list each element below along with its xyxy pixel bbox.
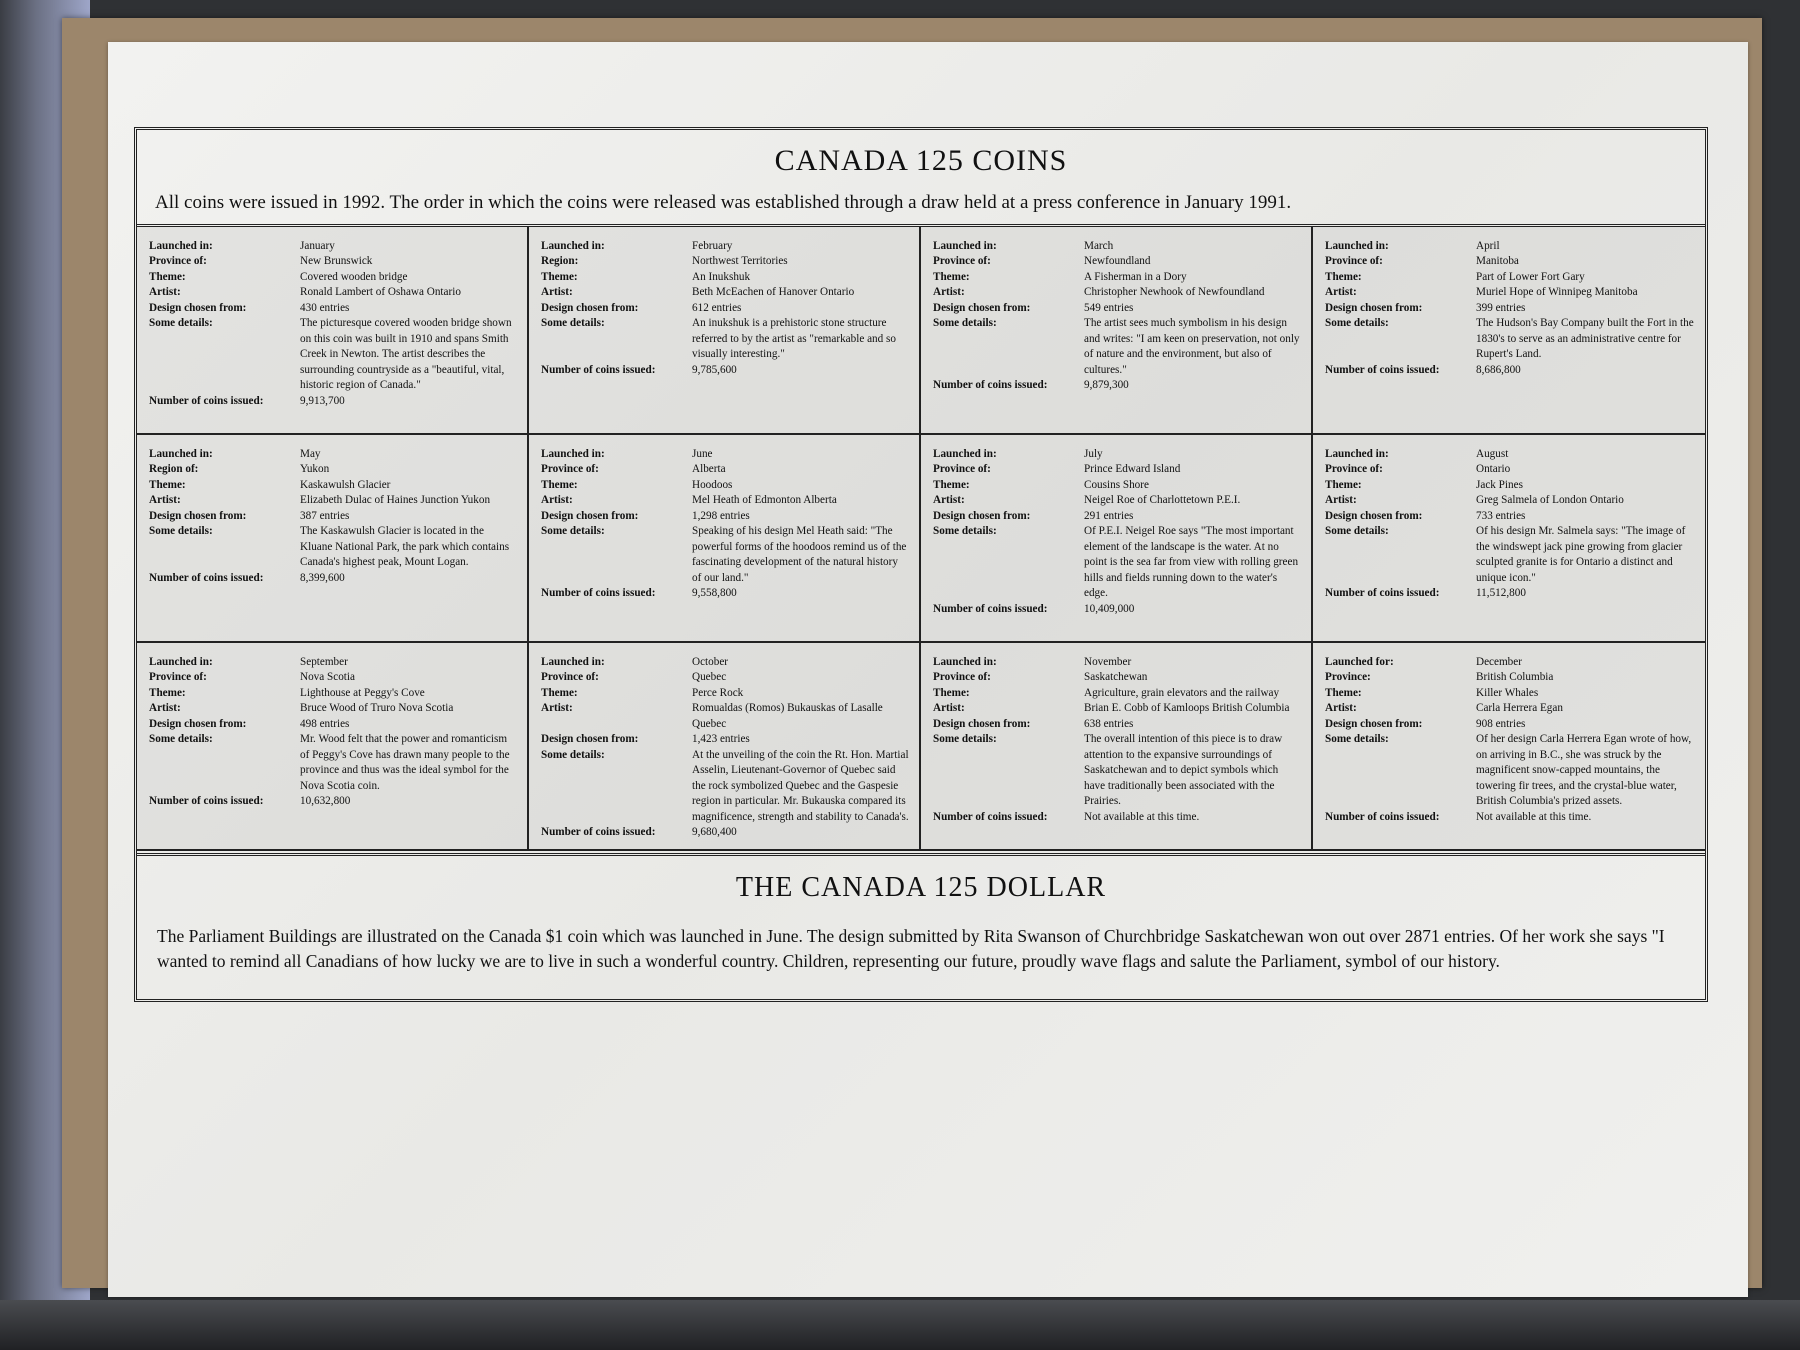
detail-label: Region: bbox=[541, 255, 579, 268]
detail-label: Design chosen from: bbox=[149, 509, 247, 522]
coin-detail-row bbox=[933, 686, 1301, 701]
coin-detail-row bbox=[1325, 285, 1695, 300]
coin-detail-row bbox=[541, 462, 909, 477]
coin-detail-row bbox=[1325, 301, 1695, 316]
coin-detail-row bbox=[149, 394, 517, 409]
dollar-section bbox=[137, 853, 1705, 999]
detail-value: Greg Salmela of London Ontario bbox=[1476, 494, 1624, 507]
detail-value: Hoodoos bbox=[692, 478, 733, 491]
coin-detail-row bbox=[541, 701, 909, 732]
coin-detail-row bbox=[149, 670, 517, 685]
coin-detail-row bbox=[541, 363, 909, 378]
coin-detail-row bbox=[149, 478, 517, 493]
detail-label: Launched in: bbox=[1325, 240, 1389, 252]
detail-value: The overall intention of this piece is to draw attention to the expansive surroundings of Saskatchewan and to depict symbols which have traditionally been associated with the Prairies. bbox=[1084, 733, 1283, 808]
detail-value: Perce Rock bbox=[692, 686, 744, 699]
detail-value: Nova Scotia bbox=[300, 671, 355, 684]
detail-label: Number of coins issued: bbox=[933, 602, 1048, 615]
detail-label: Province of: bbox=[149, 671, 207, 684]
detail-label: Number of coins issued: bbox=[149, 795, 264, 808]
coin-detail-row bbox=[933, 670, 1301, 685]
detail-value: 399 entries bbox=[1476, 301, 1526, 314]
detail-label: Province of: bbox=[1325, 463, 1383, 476]
detail-label: Launched for: bbox=[1325, 656, 1394, 668]
coin-detail-row bbox=[1325, 686, 1695, 701]
detail-value: Northwest Territories bbox=[692, 255, 788, 268]
coin-detail-row bbox=[1325, 732, 1695, 809]
coin-detail-row bbox=[933, 270, 1301, 285]
coin-detail-row bbox=[1325, 509, 1695, 524]
detail-value: Speaking of his design Mel Heath said: "The powerful forms of the hoodoos remind us of the fascinating development of the natural history of our land." bbox=[692, 525, 907, 584]
coin-cell bbox=[137, 227, 529, 435]
coin-detail-row bbox=[1325, 254, 1695, 269]
document-frame bbox=[134, 127, 1708, 1002]
coin-detail-row bbox=[933, 717, 1301, 732]
detail-label: Number of coins issued: bbox=[541, 363, 656, 376]
detail-label: Theme: bbox=[933, 686, 970, 699]
detail-label: Launched in: bbox=[933, 656, 997, 668]
detail-label: Launched in: bbox=[149, 448, 213, 460]
detail-value: Mel Heath of Edmonton Alberta bbox=[692, 494, 837, 507]
detail-label: Design chosen from: bbox=[149, 717, 247, 730]
detail-value: 549 entries bbox=[1084, 301, 1134, 314]
detail-label: Number of coins issued: bbox=[541, 825, 656, 838]
detail-label: Number of coins issued: bbox=[1325, 810, 1440, 823]
detail-label: Some details: bbox=[1325, 317, 1389, 330]
document-header bbox=[137, 130, 1705, 227]
coin-detail-row bbox=[933, 316, 1301, 378]
coin-detail-row bbox=[1325, 363, 1695, 378]
coin-detail-row bbox=[149, 462, 517, 477]
detail-label: Theme: bbox=[1325, 686, 1362, 699]
intro-text: All coins were issued in 1992. The order in which the coins were released was established through a draw held at a press conference in January 1991. bbox=[155, 192, 1292, 213]
detail-value: Romualdas (Romos) Bukauskas of Lasalle Quebec bbox=[692, 702, 883, 730]
coin-detail-row bbox=[933, 655, 1301, 670]
detail-label: Launched in: bbox=[541, 448, 605, 460]
coin-detail-row bbox=[1325, 462, 1695, 477]
detail-value: Lighthouse at Peggy's Cove bbox=[300, 686, 425, 699]
detail-label: Artist: bbox=[149, 494, 181, 507]
detail-label: Artist: bbox=[933, 702, 965, 715]
coin-detail-row bbox=[933, 378, 1301, 393]
coin-detail-row bbox=[541, 316, 909, 362]
coin-cell bbox=[921, 435, 1313, 643]
detail-value: January bbox=[300, 240, 335, 252]
detail-value: Not available at this time. bbox=[1476, 810, 1592, 823]
coin-detail-row bbox=[933, 239, 1301, 254]
detail-value: At the unveiling of the coin the Rt. Hon. Martial Asselin, Lieutenant-Governor of Quebec said the rock symbolized Quebec and the Gaspesie region in particular. Mr. Bukauska compared its magnificence, strength and stability to Canada's. bbox=[692, 748, 909, 823]
coin-detail-row bbox=[1325, 447, 1695, 462]
detail-label: Artist: bbox=[1325, 286, 1357, 299]
detail-value: Cousins Shore bbox=[1084, 478, 1149, 491]
detail-value: An Inukshuk bbox=[692, 270, 751, 283]
coin-cell bbox=[1313, 435, 1705, 643]
detail-value: 638 entries bbox=[1084, 717, 1134, 730]
coin-cell bbox=[1313, 643, 1705, 851]
coin-cell bbox=[921, 643, 1313, 851]
detail-label: Artist: bbox=[541, 494, 573, 507]
coin-detail-row bbox=[541, 748, 909, 825]
detail-value: 10,409,000 bbox=[1084, 602, 1135, 615]
detail-label: Some details: bbox=[149, 317, 213, 330]
detail-label: Design chosen from: bbox=[541, 301, 639, 314]
detail-value: Of her design Carla Herrera Egan wrote of how, on arriving in B.C., she was struck by the magnificent snow-capped mountains, the towering fir trees, and the crystal-blue water, British Columbia's prized assets. bbox=[1476, 733, 1692, 808]
detail-label: Some details: bbox=[541, 525, 605, 538]
detail-value: Ronald Lambert of Oshawa Ontario bbox=[300, 286, 461, 299]
detail-value: 9,879,300 bbox=[1084, 379, 1129, 392]
detail-value: September bbox=[300, 656, 348, 668]
detail-label: Some details: bbox=[933, 733, 997, 746]
coin-detail-row bbox=[149, 509, 517, 524]
detail-label: Theme: bbox=[933, 270, 970, 283]
coin-cell bbox=[137, 435, 529, 643]
detail-value: June bbox=[692, 448, 713, 460]
coin-detail-row bbox=[149, 239, 517, 254]
detail-value: The artist sees much symbolism in his design and writes: "I am keen on preservation, not only of nature and the environment, but also of cultures." bbox=[1084, 317, 1300, 376]
detail-label: Province of: bbox=[1325, 255, 1383, 268]
detail-label: Number of coins issued: bbox=[541, 587, 656, 600]
detail-value: The picturesque covered wooden bridge shown on this coin was built in 1910 and spans Smith Creek in Newton. The artist describes the surrounding countryside as a "beautiful, vital, historic region of Canada." bbox=[300, 317, 512, 392]
coin-detail-row bbox=[933, 509, 1301, 524]
coin-detail-row bbox=[933, 447, 1301, 462]
detail-label: Theme: bbox=[541, 686, 578, 699]
coin-detail-row bbox=[149, 701, 517, 716]
detail-label: Artist: bbox=[149, 702, 181, 715]
detail-label: Some details: bbox=[1325, 733, 1389, 746]
coin-grid bbox=[137, 227, 1705, 851]
detail-label: Some details: bbox=[541, 317, 605, 330]
detail-value: Alberta bbox=[692, 463, 726, 476]
detail-value: August bbox=[1476, 448, 1509, 460]
detail-label: Number of coins issued: bbox=[933, 810, 1048, 823]
detail-label: Artist: bbox=[933, 286, 965, 299]
detail-label: Number of coins issued: bbox=[1325, 587, 1440, 600]
detail-value: The Hudson's Bay Company built the Fort in the 1830's to serve as an administrative centre for Rupert's Land. bbox=[1476, 317, 1694, 361]
coin-detail-row bbox=[149, 717, 517, 732]
detail-value: Of P.E.I. Neigel Roe says "The most important element of the landscape is the water. At no point is the sea far from view with rolling green hills and fields running down to the water's edge. bbox=[1084, 525, 1299, 600]
detail-label: Some details: bbox=[1325, 525, 1389, 538]
detail-label: Some details: bbox=[149, 525, 213, 538]
detail-label: Launched in: bbox=[933, 240, 997, 252]
coin-detail-row bbox=[149, 301, 517, 316]
detail-label: Design chosen from: bbox=[541, 733, 639, 746]
detail-value: Agriculture, grain elevators and the railway bbox=[1084, 686, 1280, 699]
coin-detail-row bbox=[541, 254, 909, 269]
detail-value: The Kaskawulsh Glacier is located in the Kluane National Park, the park which contains Canada's highest peak, Mount Logan. bbox=[300, 525, 510, 569]
coin-detail-row bbox=[933, 478, 1301, 493]
coin-detail-row bbox=[149, 524, 517, 570]
detail-label: Region of: bbox=[149, 463, 199, 476]
detail-value: Not available at this time. bbox=[1084, 810, 1200, 823]
detail-value: Of his design Mr. Salmela says: "The image of the windswept jack pine growing from glacier sculpted granite is for Ontario a distinct and unique icon." bbox=[1476, 525, 1686, 584]
detail-label: Number of coins issued: bbox=[933, 379, 1048, 392]
detail-label: Some details: bbox=[149, 733, 213, 746]
coin-detail-row bbox=[541, 686, 909, 701]
detail-value: Quebec bbox=[692, 671, 727, 684]
detail-label: Design chosen from: bbox=[933, 509, 1031, 522]
coin-detail-row bbox=[1325, 493, 1695, 508]
coin-detail-row bbox=[541, 493, 909, 508]
coin-detail-row bbox=[541, 825, 909, 840]
detail-label: Theme: bbox=[1325, 270, 1362, 283]
detail-label: Theme: bbox=[1325, 478, 1362, 491]
coin-cell bbox=[529, 227, 921, 435]
coin-detail-row bbox=[1325, 316, 1695, 362]
detail-value: February bbox=[692, 240, 733, 252]
detail-value: 9,785,600 bbox=[692, 363, 737, 376]
detail-value: Christopher Newhook of Newfoundland bbox=[1084, 286, 1265, 299]
detail-value: 8,686,800 bbox=[1476, 363, 1521, 376]
detail-label: Theme: bbox=[149, 686, 186, 699]
detail-label: Artist: bbox=[933, 494, 965, 507]
coin-detail-row bbox=[1325, 655, 1695, 670]
detail-value: May bbox=[300, 448, 321, 460]
coin-detail-row bbox=[541, 586, 909, 601]
detail-value: Kaskawulsh Glacier bbox=[300, 478, 391, 491]
coin-detail-row bbox=[1325, 701, 1695, 716]
detail-value: 430 entries bbox=[300, 301, 350, 314]
coin-detail-row bbox=[541, 732, 909, 747]
coin-detail-row bbox=[1325, 524, 1695, 586]
surface-edge bbox=[0, 1300, 1800, 1350]
detail-label: Design chosen from: bbox=[1325, 717, 1423, 730]
dollar-text: The Parliament Buildings are illustrated on the Canada $1 coin which was launched in June. The design submitted by Rita Swanson of Churchbridge Saskatchewan won out over 2871 entries. Of her work she says "I wanted to remind all Canadians of how lucky we are to live in such a wonderful country. Children, representing our future, proudly wave flags and salute the Parliament, symbol of our history. bbox=[157, 926, 1665, 971]
detail-value: Neigel Roe of Charlottetown P.E.I. bbox=[1084, 494, 1241, 507]
coin-detail-row bbox=[541, 285, 909, 300]
detail-label: Number of coins issued: bbox=[1325, 363, 1440, 376]
coin-detail-row bbox=[149, 270, 517, 285]
coin-detail-row bbox=[149, 732, 517, 794]
detail-label: Design chosen from: bbox=[1325, 301, 1423, 314]
detail-value: 291 entries bbox=[1084, 509, 1134, 522]
detail-label: Launched in: bbox=[541, 240, 605, 252]
detail-label: Launched in: bbox=[149, 656, 213, 668]
coin-detail-row bbox=[1325, 810, 1695, 825]
coin-detail-row bbox=[933, 254, 1301, 269]
detail-label: Province: bbox=[1325, 671, 1371, 684]
detail-value: Manitoba bbox=[1476, 255, 1519, 268]
detail-value: New Brunswick bbox=[300, 255, 373, 268]
detail-value: March bbox=[1084, 240, 1114, 252]
detail-value: 10,632,800 bbox=[300, 795, 351, 808]
coin-cell bbox=[529, 435, 921, 643]
detail-label: Theme: bbox=[541, 478, 578, 491]
coin-detail-row bbox=[933, 285, 1301, 300]
detail-value: 387 entries bbox=[300, 509, 350, 522]
detail-value: Jack Pines bbox=[1476, 478, 1523, 491]
coin-detail-row bbox=[541, 301, 909, 316]
coin-detail-row bbox=[1325, 478, 1695, 493]
detail-label: Launched in: bbox=[541, 656, 605, 668]
detail-value: Muriel Hope of Winnipeg Manitoba bbox=[1476, 286, 1638, 299]
detail-value: Bruce Wood of Truro Nova Scotia bbox=[300, 702, 454, 715]
coin-detail-row bbox=[541, 524, 909, 586]
detail-value: July bbox=[1084, 448, 1103, 460]
detail-value: December bbox=[1476, 656, 1522, 668]
detail-label: Some details: bbox=[933, 317, 997, 330]
dollar-title: THE CANADA 125 DOLLAR bbox=[735, 872, 1107, 903]
detail-value: 1,298 entries bbox=[692, 509, 750, 522]
detail-label: Design chosen from: bbox=[933, 301, 1031, 314]
coin-detail-row bbox=[149, 655, 517, 670]
coin-detail-row bbox=[541, 270, 909, 285]
detail-label: Artist: bbox=[1325, 702, 1357, 715]
coin-detail-row bbox=[541, 655, 909, 670]
coin-detail-row bbox=[933, 301, 1301, 316]
detail-value: Beth McEachen of Hanover Ontario bbox=[692, 286, 855, 299]
detail-value: Part of Lower Fort Gary bbox=[1476, 270, 1585, 283]
detail-label: Design chosen from: bbox=[541, 509, 639, 522]
coin-detail-row bbox=[933, 701, 1301, 716]
detail-value: Covered wooden bridge bbox=[300, 270, 408, 283]
detail-value: 733 entries bbox=[1476, 509, 1526, 522]
detail-label: Some details: bbox=[541, 748, 605, 761]
detail-label: Theme: bbox=[149, 478, 186, 491]
coin-cell bbox=[1313, 227, 1705, 435]
coin-detail-row bbox=[933, 810, 1301, 825]
detail-value: A Fisherman in a Dory bbox=[1084, 270, 1187, 283]
detail-value: 908 entries bbox=[1476, 717, 1526, 730]
detail-value: Newfoundland bbox=[1084, 255, 1151, 268]
coin-detail-row bbox=[541, 239, 909, 254]
detail-label: Artist: bbox=[541, 702, 573, 715]
detail-label: Number of coins issued: bbox=[149, 571, 264, 584]
coin-detail-row bbox=[1325, 586, 1695, 601]
coin-detail-row bbox=[149, 447, 517, 462]
detail-value: Ontario bbox=[1476, 463, 1511, 476]
detail-value: October bbox=[692, 656, 729, 668]
coin-detail-row bbox=[1325, 270, 1695, 285]
detail-value: 8,399,600 bbox=[300, 571, 345, 584]
detail-value: Elizabeth Dulac of Haines Junction Yukon bbox=[300, 494, 491, 507]
coin-cell bbox=[529, 643, 921, 851]
detail-label: Province of: bbox=[541, 463, 599, 476]
detail-value: November bbox=[1084, 656, 1132, 668]
coin-detail-row bbox=[149, 493, 517, 508]
detail-value: 612 entries bbox=[692, 301, 742, 314]
detail-value: An inukshuk is a prehistoric stone structure referred to by the artist as "remarkable and so visually interesting." bbox=[692, 317, 896, 361]
detail-value: Carla Herrera Egan bbox=[1476, 702, 1563, 715]
detail-label: Launched in: bbox=[933, 448, 997, 460]
detail-label: Design chosen from: bbox=[933, 717, 1031, 730]
coin-cell bbox=[137, 643, 529, 851]
detail-label: Launched in: bbox=[149, 240, 213, 252]
detail-label: Theme: bbox=[541, 270, 578, 283]
coin-detail-row bbox=[541, 509, 909, 524]
coin-detail-row bbox=[541, 447, 909, 462]
detail-value: 11,512,800 bbox=[1476, 587, 1526, 600]
detail-label: Province of: bbox=[933, 671, 991, 684]
detail-value: 9,913,700 bbox=[300, 394, 345, 407]
coin-detail-row bbox=[149, 254, 517, 269]
detail-label: Theme: bbox=[149, 270, 186, 283]
coin-detail-row bbox=[149, 686, 517, 701]
coin-detail-row bbox=[541, 478, 909, 493]
page-title: CANADA 125 COINS bbox=[774, 144, 1068, 177]
coin-detail-row bbox=[933, 732, 1301, 809]
detail-label: Number of coins issued: bbox=[149, 394, 264, 407]
detail-value: Mr. Wood felt that the power and romanticism of Peggy's Cove has drawn many people to the province and thus was the ideal symbol for the Nova Scotia coin. bbox=[300, 733, 510, 792]
detail-value: Saskatchewan bbox=[1084, 671, 1148, 684]
detail-label: Some details: bbox=[933, 525, 997, 538]
coin-detail-row bbox=[1325, 717, 1695, 732]
detail-label: Theme: bbox=[933, 478, 970, 491]
coin-detail-row bbox=[933, 524, 1301, 601]
detail-label: Artist: bbox=[1325, 494, 1357, 507]
coin-detail-row bbox=[149, 316, 517, 393]
coin-detail-row bbox=[149, 794, 517, 809]
detail-label: Design chosen from: bbox=[1325, 509, 1423, 522]
detail-label: Artist: bbox=[149, 286, 181, 299]
coin-detail-row bbox=[933, 493, 1301, 508]
detail-value: Yukon bbox=[300, 463, 330, 476]
coin-detail-row bbox=[541, 670, 909, 685]
coin-detail-row bbox=[1325, 670, 1695, 685]
detail-label: Province of: bbox=[933, 255, 991, 268]
coin-detail-row bbox=[149, 285, 517, 300]
detail-value: Brian E. Cobb of Kamloops British Columbia bbox=[1084, 702, 1290, 715]
detail-label: Province of: bbox=[149, 255, 207, 268]
detail-value: April bbox=[1476, 240, 1500, 252]
detail-value: Prince Edward Island bbox=[1084, 463, 1181, 476]
detail-value: 9,558,800 bbox=[692, 587, 737, 600]
detail-label: Province of: bbox=[933, 463, 991, 476]
detail-label: Launched in: bbox=[1325, 448, 1389, 460]
detail-value: 498 entries bbox=[300, 717, 350, 730]
detail-value: Killer Whales bbox=[1476, 686, 1539, 699]
detail-value: 1,423 entries bbox=[692, 733, 750, 746]
detail-label: Design chosen from: bbox=[149, 301, 247, 314]
detail-value: 9,680,400 bbox=[692, 825, 737, 838]
coin-detail-row bbox=[933, 462, 1301, 477]
coin-detail-row bbox=[149, 571, 517, 586]
detail-label: Artist: bbox=[541, 286, 573, 299]
detail-value: British Columbia bbox=[1476, 671, 1554, 684]
coin-cell bbox=[921, 227, 1313, 435]
coin-detail-row bbox=[933, 602, 1301, 617]
detail-label: Province of: bbox=[541, 671, 599, 684]
coin-detail-row bbox=[1325, 239, 1695, 254]
